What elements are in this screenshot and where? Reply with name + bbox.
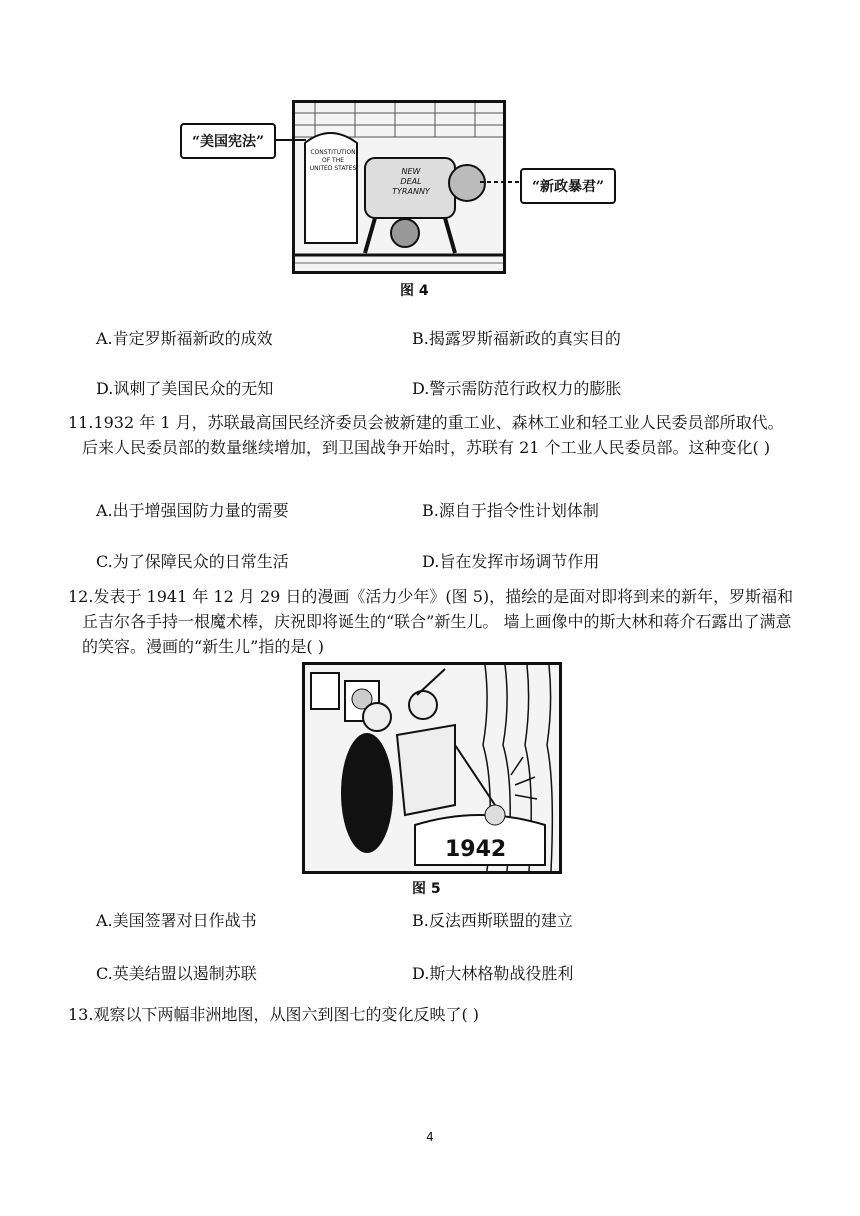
book-label (309, 149, 357, 173)
q11-option-b[interactable]: B.源自于指令性计划体制 (422, 501, 599, 520)
machine-text-line: DEAL (400, 177, 422, 186)
pointer-line-right (480, 176, 524, 188)
q10-option-c[interactable]: D.讽刺了美国民众的无知 (96, 379, 274, 398)
q12-option-d[interactable]: D.斯大林格勒战役胜利 (412, 964, 574, 983)
cradle-year-text: 1942 (445, 837, 507, 862)
label-us-constitution: “美国宪法” (180, 123, 276, 159)
label-new-deal-tyrant: “新政暴君” (520, 168, 616, 204)
pointer-line-left (276, 130, 306, 150)
page-number: 4 (426, 1130, 434, 1144)
question-11-text: 11.1932 年 1 月，苏联最高国民经济委员会被新建的重工业、森林工业和轻工业人民委员部所取代。后来人民委员部的数量继续增加，到卫国战争开始时，苏联有 21 个工业人民委员部。这种变化( ) (68, 413, 784, 457)
machine-text-line: NEW (401, 167, 421, 176)
question-13-text: 13.观察以下两幅非洲地图，从图六到图七的变化反映了( ) (68, 1005, 480, 1024)
q12-option-b[interactable]: B.反法西斯联盟的建立 (412, 911, 573, 930)
q11-option-a[interactable]: A.出于增强国防力量的需要 (96, 501, 289, 520)
question-12-text: 12.发表于 1941 年 12 月 29 日的漫画《活力少年》(图 5)，描绘的是面对即将到来的新年，罗斯福和丘吉尔各手持一根魔术棒，庆祝即将诞生的“联合”新生儿。 墙上画像中的斯大林和蒋介石露出了满意的笑容。漫画的“新生儿”指的是( ) (68, 587, 794, 656)
figure-4-cartoon (292, 100, 506, 274)
figure-5-cartoon (302, 662, 562, 874)
machine-text-line: TYRANNY (392, 187, 430, 196)
q10-option-a[interactable]: A.肯定罗斯福新政的成效 (96, 329, 273, 348)
book-text-line: UNITED STATES (309, 165, 357, 172)
q10-option-d[interactable]: D.警示需防范行政权力的膨胀 (412, 379, 622, 398)
q12-option-c[interactable]: C.英美结盟以遏制苏联 (96, 964, 257, 983)
question-12 (68, 584, 798, 659)
q11-option-c[interactable]: C.为了保障民众的日常生活 (96, 552, 289, 571)
question-13 (68, 1002, 798, 1027)
q12-option-a[interactable]: A.美国签署对日作战书 (96, 911, 257, 930)
book-text-line: CONSTITUTION (310, 149, 356, 156)
q10-option-b[interactable]: B.揭露罗斯福新政的真实目的 (412, 329, 621, 348)
cartoon-illustration (305, 665, 559, 871)
book-text-line: OF THE (321, 157, 345, 164)
q11-option-d[interactable]: D.旨在发挥市场调节作用 (422, 552, 600, 571)
figure-4-caption: 图 4 (400, 283, 429, 299)
question-11 (68, 410, 798, 460)
machine-label (383, 167, 439, 197)
figure-5-caption: 图 5 (412, 881, 441, 897)
